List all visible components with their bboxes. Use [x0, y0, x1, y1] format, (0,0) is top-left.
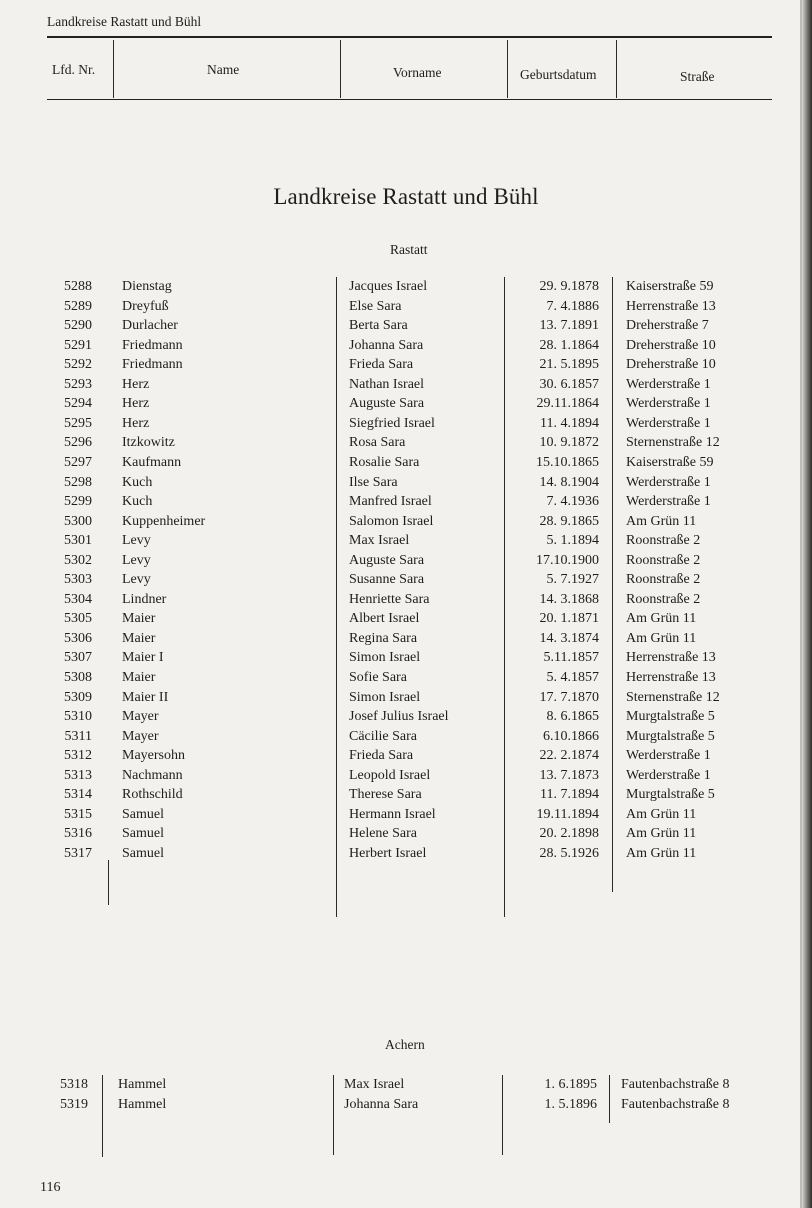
- cell-nr: 5289: [64, 298, 92, 314]
- cell-nr: 5293: [64, 376, 92, 392]
- cell-geburtsdatum: 13. 7.1873: [539, 767, 599, 783]
- cell-geburtsdatum: 30. 6.1857: [539, 376, 599, 392]
- cell-name: Nachmann: [122, 767, 183, 783]
- cell-geburtsdatum: 14. 3.1874: [539, 630, 599, 646]
- cell-strasse: Werderstraße 1: [626, 494, 711, 510]
- cell-nr: 5317: [64, 845, 92, 861]
- cell-name: Kuppenheimer: [122, 513, 206, 529]
- column-rule: [108, 860, 109, 905]
- cell-nr: 5292: [64, 357, 92, 373]
- cell-geburtsdatum: 14. 3.1868: [539, 591, 599, 607]
- cell-nr: 5297: [64, 454, 92, 470]
- cell-name: Durlacher: [122, 318, 178, 334]
- cell-vorname: Henriette Sara: [349, 591, 430, 607]
- column-rule: [609, 1075, 610, 1123]
- cell-name: Kuch: [122, 474, 153, 490]
- cell-vorname: Jacques Israel: [349, 279, 428, 294]
- cell-strasse: Roonstraße 2: [626, 552, 701, 568]
- cell-strasse: Herrenstraße 13: [626, 298, 716, 314]
- cell-name: Rothschild: [122, 787, 183, 803]
- cell-strasse: Werderstraße 1: [626, 415, 711, 431]
- cell-vorname: Frieda Sara: [349, 357, 414, 373]
- column-header-geburtsdatum: Geburtsdatum: [520, 67, 597, 82]
- cell-geburtsdatum: 6.10.1866: [543, 728, 599, 744]
- column-rule: [504, 277, 505, 917]
- cell-strasse: Roonstraße 2: [626, 533, 701, 549]
- cell-nr: 5295: [64, 415, 92, 431]
- cell-name: Friedmann: [122, 337, 183, 353]
- cell-vorname: Manfred Israel: [349, 494, 432, 510]
- cell-vorname: Susanne Sara: [349, 572, 425, 588]
- cell-geburtsdatum: 29.11.1864: [536, 396, 599, 412]
- cell-geburtsdatum: 7. 4.1886: [546, 298, 599, 314]
- cell-name: Dienstag: [122, 279, 172, 294]
- cell-vorname: Auguste Sara: [349, 396, 425, 412]
- header-rule-top: [47, 36, 772, 38]
- cell-vorname: Leopold Israel: [349, 767, 431, 783]
- column-header-vorname: Vorname: [393, 65, 442, 80]
- cell-nr: 5314: [64, 787, 92, 803]
- cell-vorname: Simon Israel: [349, 689, 421, 705]
- cell-strasse: Herrenstraße 13: [626, 670, 716, 685]
- cell-nr: 5308: [64, 670, 92, 685]
- column-header-nr: Lfd. Nr.: [52, 62, 96, 77]
- section-heading: Achern: [385, 1037, 425, 1052]
- cell-geburtsdatum: 22. 2.1874: [539, 748, 599, 764]
- cell-strasse: Werderstraße 1: [626, 376, 711, 392]
- cell-nr: 5309: [64, 689, 92, 705]
- cell-strasse: Am Grün 11: [626, 611, 697, 627]
- cell-name: Herz: [122, 415, 150, 431]
- cell-geburtsdatum: 1. 6.1895: [544, 1077, 597, 1092]
- cell-nr: 5311: [64, 728, 92, 744]
- cell-nr: 5298: [64, 474, 92, 490]
- cell-vorname: Johanna Sara: [349, 337, 424, 353]
- cell-vorname: Frieda Sara: [349, 748, 414, 764]
- cell-vorname: Nathan Israel: [349, 376, 425, 392]
- cell-nr: 5319: [60, 1096, 88, 1112]
- cell-geburtsdatum: 5.11.1857: [543, 650, 599, 666]
- cell-nr: 5300: [64, 513, 92, 529]
- cell-name: Maier: [122, 670, 156, 685]
- cell-geburtsdatum: 17.10.1900: [536, 552, 599, 568]
- section-heading: Rastatt: [390, 242, 428, 257]
- cell-vorname: Albert Israel: [349, 611, 420, 627]
- cell-strasse: Murgtalstraße 5: [626, 728, 715, 744]
- cell-nr: 5305: [64, 611, 92, 627]
- cell-vorname: Josef Julius Israel: [349, 709, 449, 725]
- cell-name: Samuel: [122, 806, 164, 822]
- cell-name: Kaufmann: [122, 454, 182, 470]
- cell-vorname: Cäcilie Sara: [349, 728, 418, 744]
- cell-strasse: Roonstraße 2: [626, 572, 701, 588]
- column-rule: [102, 1075, 103, 1157]
- page-title: Landkreise Rastatt und Bühl: [273, 184, 539, 209]
- cell-name: Maier I: [122, 650, 164, 666]
- cell-geburtsdatum: 1. 5.1896: [544, 1096, 597, 1112]
- cell-vorname: Helene Sara: [349, 826, 418, 842]
- cell-geburtsdatum: 28. 5.1926: [539, 845, 599, 861]
- cell-name: Lindner: [122, 591, 167, 607]
- cell-strasse: Dreherstraße 7: [626, 318, 709, 334]
- cell-vorname: Max Israel: [344, 1077, 405, 1092]
- cell-strasse: Am Grün 11: [626, 630, 697, 646]
- column-rule: [333, 1075, 334, 1155]
- column-header-strasse: Straße: [680, 69, 715, 84]
- header-divider: [113, 40, 114, 98]
- cell-strasse: Am Grün 11: [626, 845, 697, 861]
- cell-geburtsdatum: 28. 9.1865: [539, 513, 599, 529]
- cell-name: Herz: [122, 376, 150, 392]
- header-divider: [340, 40, 341, 98]
- cell-nr: 5318: [60, 1077, 88, 1092]
- cell-name: Maier II: [122, 689, 169, 705]
- cell-vorname: Ilse Sara: [349, 474, 398, 490]
- cell-name: Maier: [122, 630, 156, 646]
- cell-name: Mayer: [122, 728, 159, 744]
- cell-nr: 5303: [64, 572, 92, 588]
- cell-strasse: Werderstraße 1: [626, 767, 711, 783]
- cell-nr: 5302: [64, 552, 92, 568]
- cell-name: Itzkowitz: [122, 435, 175, 451]
- cell-geburtsdatum: 10. 9.1872: [539, 435, 599, 451]
- cell-strasse: Roonstraße 2: [626, 591, 701, 607]
- cell-nr: 5307: [64, 650, 92, 666]
- cell-vorname: Berta Sara: [349, 318, 408, 334]
- cell-strasse: Murgtalstraße 5: [626, 709, 715, 725]
- cell-vorname: Herbert Israel: [349, 845, 427, 861]
- cell-name: Hammel: [118, 1096, 167, 1112]
- column-rule: [612, 277, 613, 892]
- cell-geburtsdatum: 13. 7.1891: [539, 318, 599, 334]
- cell-name: Levy: [122, 572, 151, 588]
- header-divider: [616, 40, 617, 98]
- cell-geburtsdatum: 20. 1.1871: [539, 611, 599, 627]
- cell-nr: 5304: [64, 591, 92, 607]
- cell-name: Friedmann: [122, 357, 183, 373]
- cell-name: Maier: [122, 611, 156, 627]
- cell-vorname: Siegfried Israel: [349, 415, 435, 431]
- cell-nr: 5288: [64, 279, 92, 294]
- cell-geburtsdatum: 21. 5.1895: [539, 357, 599, 373]
- cell-strasse: Fautenbachstraße 8: [621, 1096, 730, 1112]
- cell-nr: 5312: [64, 748, 92, 764]
- cell-vorname: Rosalie Sara: [349, 454, 420, 470]
- cell-nr: 5301: [64, 533, 92, 549]
- cell-geburtsdatum: 11. 4.1894: [540, 415, 599, 431]
- cell-nr: 5294: [64, 396, 92, 412]
- cell-vorname: Simon Israel: [349, 650, 421, 666]
- cell-geburtsdatum: 17. 7.1870: [539, 689, 599, 705]
- page-number: 116: [40, 1180, 61, 1195]
- running-head: Landkreise Rastatt und Bühl: [47, 14, 202, 29]
- cell-vorname: Regina Sara: [349, 630, 418, 646]
- cell-strasse: Dreherstraße 10: [626, 357, 716, 373]
- cell-nr: 5316: [64, 826, 92, 842]
- cell-geburtsdatum: 11. 7.1894: [540, 787, 599, 803]
- cell-nr: 5291: [64, 337, 92, 353]
- cell-vorname: Salomon Israel: [349, 513, 434, 529]
- cell-nr: 5310: [64, 709, 92, 725]
- column-rule: [502, 1075, 503, 1155]
- cell-strasse: Sternenstraße 12: [626, 689, 720, 705]
- cell-strasse: Kaiserstraße 59: [626, 279, 714, 294]
- scan-edge: [802, 0, 812, 1208]
- cell-name: Levy: [122, 533, 151, 549]
- cell-geburtsdatum: 20. 2.1898: [539, 826, 599, 842]
- cell-geburtsdatum: 19.11.1894: [536, 806, 599, 822]
- column-header-name: Name: [207, 62, 240, 77]
- cell-strasse: Murgtalstraße 5: [626, 787, 715, 803]
- cell-vorname: Auguste Sara: [349, 552, 425, 568]
- header-divider: [507, 40, 508, 98]
- cell-vorname: Johanna Sara: [344, 1096, 419, 1112]
- cell-geburtsdatum: 8. 6.1865: [546, 709, 599, 725]
- cell-geburtsdatum: 14. 8.1904: [539, 474, 599, 490]
- cell-name: Samuel: [122, 826, 164, 842]
- cell-name: Mayersohn: [122, 748, 185, 764]
- cell-vorname: Else Sara: [349, 298, 402, 314]
- cell-geburtsdatum: 28. 1.1864: [539, 337, 599, 353]
- cell-vorname: Max Israel: [349, 533, 410, 549]
- header-rule-bottom: [47, 99, 772, 100]
- cell-name: Samuel: [122, 845, 164, 861]
- cell-strasse: Am Grün 11: [626, 806, 697, 822]
- cell-geburtsdatum: 5. 1.1894: [546, 533, 599, 549]
- cell-strasse: Werderstraße 1: [626, 396, 711, 412]
- cell-name: Hammel: [118, 1077, 167, 1092]
- cell-nr: 5299: [64, 494, 92, 510]
- cell-nr: 5306: [64, 630, 92, 646]
- cell-strasse: Werderstraße 1: [626, 748, 711, 764]
- cell-geburtsdatum: 7. 4.1936: [546, 494, 599, 510]
- cell-nr: 5315: [64, 806, 92, 822]
- cell-name: Levy: [122, 552, 151, 568]
- cell-strasse: Dreherstraße 10: [626, 337, 716, 353]
- cell-strasse: Am Grün 11: [626, 826, 697, 842]
- cell-nr: 5296: [64, 435, 92, 451]
- cell-name: Herz: [122, 396, 150, 412]
- cell-name: Kuch: [122, 494, 153, 510]
- cell-vorname: Rosa Sara: [349, 435, 406, 451]
- cell-geburtsdatum: 5. 7.1927: [546, 572, 599, 588]
- cell-vorname: Therese Sara: [349, 787, 422, 803]
- column-rule: [336, 277, 337, 917]
- cell-strasse: Kaiserstraße 59: [626, 454, 714, 470]
- cell-nr: 5290: [64, 318, 92, 334]
- cell-strasse: Sternenstraße 12: [626, 435, 720, 451]
- cell-strasse: Fautenbachstraße 8: [621, 1077, 730, 1092]
- cell-strasse: Werderstraße 1: [626, 474, 711, 490]
- cell-geburtsdatum: 15.10.1865: [536, 454, 599, 470]
- cell-strasse: Herrenstraße 13: [626, 650, 716, 666]
- cell-vorname: Hermann Israel: [349, 806, 436, 822]
- cell-nr: 5313: [64, 767, 92, 783]
- cell-strasse: Am Grün 11: [626, 513, 697, 529]
- cell-vorname: Sofie Sara: [349, 670, 407, 685]
- cell-name: Mayer: [122, 709, 159, 725]
- cell-geburtsdatum: 29. 9.1878: [539, 279, 599, 294]
- cell-name: Dreyfuß: [122, 298, 169, 314]
- cell-geburtsdatum: 5. 4.1857: [546, 670, 599, 685]
